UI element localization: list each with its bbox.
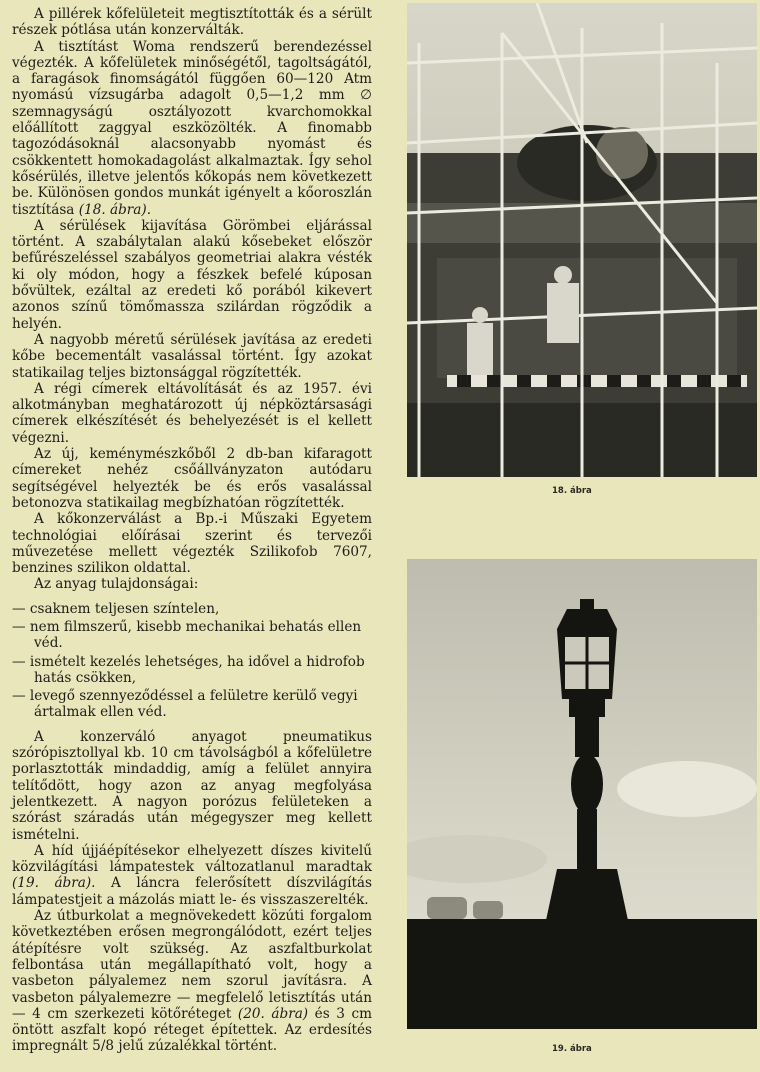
figure-19-caption: 19. ábra [552, 1044, 592, 1054]
figure-ref-20: (20. ábra) [237, 1005, 309, 1022]
paragraph-7: A kőkonzerválást a Bp.-i Műszaki Egyetem technológiai előírásai szerint és tervezői művezetése mellett végezték Szilikofob 7607, benzines szilikon oldattal. [12, 511, 372, 577]
figure-18-caption: 18. ábra [552, 486, 592, 496]
paragraph-1: A pillérek kőfelületeit megtisztították és a sérült részek pótlása után konzerválták. [12, 6, 372, 39]
paragraph-4: A nagyobb méretű sérülések javítása az eredeti kőbe becementált vasalással történt. Így azokat statikailag teljes biztonsággal rögzítették. [12, 331, 372, 381]
paragraph-9: A híd újjáépítésekor elhelyezett díszes kivitelű közvilágítási lámpatestek változatlanul maradtak (19. ábra). A láncra felerősített díszvilágítás lámpatestjeit a mázolás miatt le- és visszaszerelték. [12, 842, 372, 908]
paragraph-10: Az útburkolat a megnövekedett közúti forgalom következtében erősen megrongálódott, ezért teljes átépítésre volt szükség. Az aszfaltburkolat felbontása után megállapítható volt, hogy a vasbeton pályalemez nem szorul javításra. A vasbeton pályalemezre — megfelelő letisztítás után — 4 cm szerkezeti kötőréteget (20. ábra) és 3 cm öntött aszfalt kopó réteget építettek. Az erdesítés impregnált 5/8 jelű zúzalékkal történt. [12, 908, 372, 1055]
list-item: — levegő szennyeződéssel a felületre kerülő vegyi ártalmak ellen véd. [12, 688, 372, 721]
paragraph-2: A tisztítást Woma rendszerű berendezéssel végezték. A kőfelületek minőségétől, tagoltságától, a faragások finomságától függően 60—120 Atm nyomású vízsugárba adagolt 0,5—1,2 mm ∅ szemnagyságú osztályozott kvarchomokkal előállított zaggyal eszközölték. A finomabb tagozódásoknál alacsonyabb nyomást és csökkentett homokadagolást alkalmaztak. Így sehol kősérülés, illetve jelentős kőkopás nem következett be. Különösen gondos munkát igényelt a kőoroszlán tisztítása (18. ábra). [12, 38, 372, 218]
lamp-photo [407, 559, 757, 1029]
scaffolding-photo [407, 3, 757, 477]
paragraph-3: A sérülések kijavítása Görömbei eljárással történt. A szabálytalan alakú kősebeket először befűrészeléssel szabályos geometriai alakra vésték ki oly módon, hogy a fészkek befelé kúposan bővültek, ezáltal az eredeti kő porából kikevert azonos színű tömőmassza szilárdan rögződik a helyén. [12, 217, 372, 332]
list-item: — csaknem teljesen színtelen, [12, 601, 372, 617]
figure-ref-18: (18. ábra). [78, 201, 152, 218]
article-text [12, 6, 372, 1055]
paragraph-8: A konzerváló anyagot pneumatikus szórópisztollyal kb. 10 cm távolságból a kőfelületre porlasztották mindaddig, amíg a felület annyira telítődött, hogy azon az anyag megfolyása jelentkezett. A nagyon porózus felületeken a szórást száradás után mégegyszer meg kellett ismételni. [12, 728, 372, 843]
scaffolding-photo-image [407, 3, 757, 477]
paragraph-6: Az új, keménymészkőből 2 db-ban kifaragott címereket nehéz csőállványzaton autódaru segítségével helyezték be és erős vasalással betonozva statikailag megbízhatóan rögzítették. [12, 446, 372, 511]
figure-ref-19: (19. ábra). [12, 875, 96, 892]
list-item: — nem filmszerű, kisebb mechanikai behatás ellen véd. [12, 619, 372, 652]
list-item: — ismételt kezelés lehetséges, ha idővel a hidrofob hatás csökken, [12, 654, 372, 687]
lamp-photo-image [407, 559, 757, 1029]
properties-list [12, 601, 372, 721]
properties-heading: Az anyag tulajdonságai: [34, 576, 199, 593]
paragraph-5: A régi címerek eltávolítását és az 1957. évi alkotmányban meghatározott új népköztársasági címerek elkészítését és behelyezését is el kellett végezni. [12, 380, 372, 446]
